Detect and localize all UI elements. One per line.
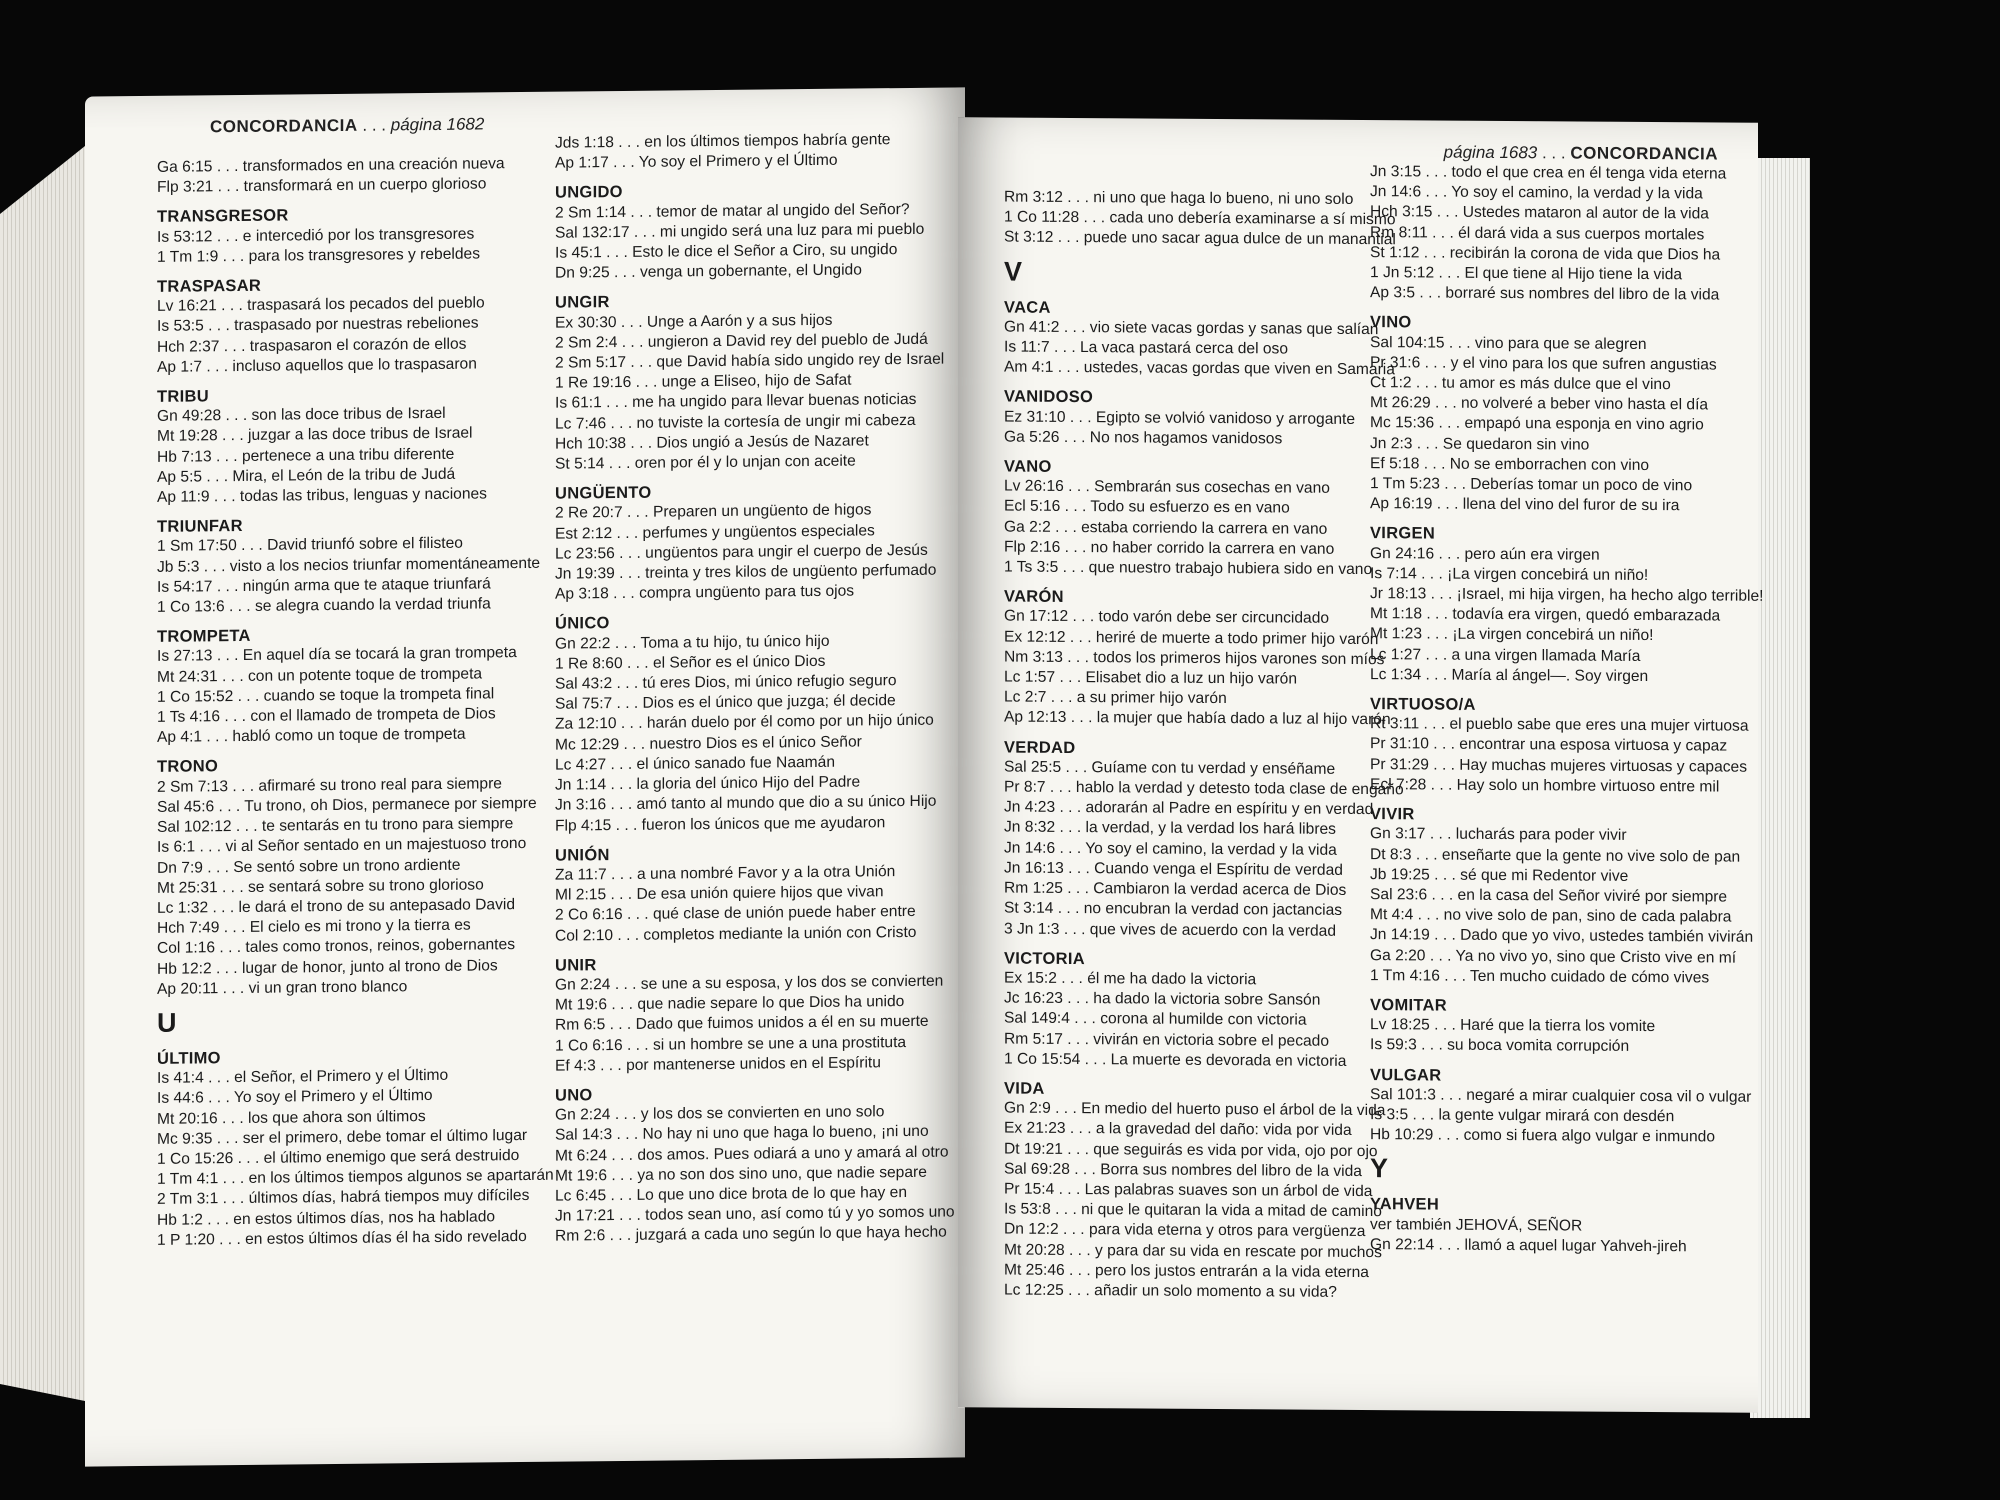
headword: TROMPETA bbox=[157, 627, 251, 647]
section-letter: Y bbox=[1370, 1153, 1389, 1184]
concordance-entry: Is 11:7 . . . La vaca pastará cerca del oso bbox=[1004, 338, 1289, 358]
concordance-entry: Jn 14:6 . . . Yo soy el camino, la verdad y la vida bbox=[1004, 839, 1337, 859]
concordance-entry: Mt 19:6 . . . que nadie separe lo que Dios ha unido bbox=[555, 993, 905, 1014]
concordance-entry: St 5:14 . . . oren por él y lo unjan con aceite bbox=[555, 452, 856, 473]
concordance-entry: Flp 2:16 . . . no haber corrido la carrera en vano bbox=[1004, 538, 1335, 558]
concordance-entry: Hb 12:2 . . . lugar de honor, junto al trono de Dios bbox=[157, 956, 498, 978]
headword: TRONO bbox=[157, 757, 219, 777]
headword: UNGÜENTO bbox=[555, 483, 652, 503]
concordance-entry: Ap 11:9 . . . todas las tribus, lenguas y naciones bbox=[157, 485, 487, 506]
concordance-entry: 1 Tm 4:1 . . . en los últimos tiempos algunos se apartarán bbox=[157, 1166, 554, 1188]
concordance-entry: Is 6:1 . . . vi al Señor sentado en un majestuoso trono bbox=[157, 835, 527, 857]
concordance-entry: Sal 104:15 . . . vino para que se alegren bbox=[1370, 333, 1647, 353]
concordance-entry: Sal 149:4 . . . corona al humilde con victoria bbox=[1004, 1009, 1307, 1029]
concordance-entry: Ga 5:26 . . . No nos hagamos vanidosos bbox=[1004, 428, 1283, 448]
concordance-entry: Mt 19:28 . . . juzgar a las doce tribus de Israel bbox=[157, 424, 473, 446]
headword: UNGIDO bbox=[555, 183, 623, 203]
concordance-entry: Sal 102:12 . . . te sentarás en tu trono para siempre bbox=[157, 815, 514, 836]
concordance-entry: 2 Sm 1:14 . . . temor de matar al ungido del Señor? bbox=[555, 200, 910, 222]
headword: VIVIR bbox=[1370, 805, 1415, 824]
concordance-entry: Dt 19:21 . . . que seguirás es vida por vida, ojo por ojo bbox=[1004, 1140, 1378, 1160]
concordance-entry: Za 12:10 . . . harán duelo por él como por un hijo único bbox=[555, 712, 934, 734]
concordance-entry: Am 4:1 . . . ustedes, vacas gordas que viven en Samaria bbox=[1004, 358, 1395, 379]
concordance-entry: Ez 31:10 . . . Egipto se volvió vanidoso y arrogante bbox=[1004, 408, 1356, 428]
concordance-entry: St 3:12 . . . puede uno sacar agua dulce de un manantial bbox=[1004, 228, 1396, 249]
concordance-entry: Mc 15:36 . . . empapó una esponja en vino agrio bbox=[1370, 414, 1704, 434]
concordance-entry: Ga 6:15 . . . transformados en una creación nueva bbox=[157, 155, 505, 176]
header-separator: . . . bbox=[357, 115, 391, 135]
headword: VIDA bbox=[1004, 1079, 1045, 1098]
concordance-entry: Pr 15:4 . . . Las palabras suaves son un árbol de vida bbox=[1004, 1180, 1373, 1201]
concordance-entry: Gn 49:28 . . . son las doce tribus de Israel bbox=[157, 405, 446, 426]
concordance-entry: Ecl 7:28 . . . Hay solo un hombre virtuoso entre mil bbox=[1370, 775, 1720, 796]
concordance-entry: 1 Sm 17:50 . . . David triunfó sobre el filisteo bbox=[157, 535, 463, 556]
headword: UNIR bbox=[555, 955, 597, 975]
concordance-entry: Mc 9:35 . . . ser el primero, debe tomar el último lugar bbox=[157, 1126, 528, 1148]
concordance-entry: Rm 5:17 . . . vivirán en victoria sobre el pecado bbox=[1004, 1030, 1330, 1050]
concordance-entry: Gn 41:2 . . . vio siete vacas gordas y sanas que salían bbox=[1004, 318, 1379, 338]
headword: TRIBU bbox=[157, 387, 209, 406]
concordance-entry: 2 Co 6:16 . . . qué clase de unión puede haber entre bbox=[555, 903, 916, 924]
headword: VIRGEN bbox=[1370, 524, 1436, 543]
concordance-entry: Rm 1:25 . . . Cambiaron la verdad acerca de Dios bbox=[1004, 879, 1347, 900]
concordance-entry: Is 54:17 . . . ningún arma que te ataque triunfará bbox=[157, 575, 491, 596]
concordance-entry: Hb 7:13 . . . pertenece a una tribu diferente bbox=[157, 445, 455, 466]
concordance-entry: 1 Jn 5:12 . . . El que tiene al Hijo tiene la vida bbox=[1370, 264, 1683, 284]
concordance-entry: Is 44:6 . . . Yo soy el Primero y el Último bbox=[157, 1087, 433, 1108]
concordance-entry: Ga 2:2 . . . estaba corriendo la carrera en vano bbox=[1004, 518, 1328, 538]
concordance-entry: Ap 1:7 . . . incluso aquellos que lo traspasaron bbox=[157, 355, 477, 376]
concordance-entry: Lc 7:46 . . . no tuviste la cortesía de ungir mi cabeza bbox=[555, 411, 916, 433]
left-page bbox=[85, 87, 965, 1466]
headword: VICTORIA bbox=[1004, 949, 1085, 968]
concordance-entry: Mt 1:18 . . . todavía era virgen, quedó embarazada bbox=[1370, 605, 1721, 625]
concordance-entry: Is 27:13 . . . En aquel día se tocará la gran trompeta bbox=[157, 644, 517, 666]
headword: UNIÓN bbox=[555, 845, 610, 865]
concordance-entry: Jds 1:18 . . . en los últimos tiempos habría gente bbox=[555, 131, 891, 152]
concordance-entry: Dn 9:25 . . . venga un gobernante, el Ungido bbox=[555, 261, 862, 282]
concordance-entry: Gn 22:14 . . . llamó a aquel lugar Yahveh-jireh bbox=[1370, 1235, 1687, 1256]
concordance-entry: Ap 20:11 . . . vi un gran trono blanco bbox=[157, 977, 408, 998]
concordance-entry: Jn 1:14 . . . la gloria del único Hijo del Padre bbox=[555, 773, 861, 794]
concordance-entry: 1 Co 15:52 . . . cuando se toque la trompeta final bbox=[157, 685, 495, 706]
concordance-entry: Lc 1:34 . . . María al ángel—. Soy virgen bbox=[1370, 665, 1649, 685]
concordance-entry: Rm 3:12 . . . ni uno que haga lo bueno, ni uno solo bbox=[1004, 188, 1354, 208]
concordance-entry: Sal 69:28 . . . Borra sus nombres del libro de la vida bbox=[1004, 1160, 1362, 1180]
concordance-entry: Rt 3:11 . . . el pueblo sabe que eres una mujer virtuosa bbox=[1370, 715, 1749, 736]
headword: ÚLTIMO bbox=[157, 1049, 221, 1068]
concordance-entry: Gn 24:16 . . . pero aún era virgen bbox=[1370, 544, 1600, 564]
concordance-entry: Za 11:7 . . . a una nombré Favor y a la otra Unión bbox=[555, 863, 896, 884]
concordance-entry: St 1:12 . . . recibirán la corona de vida que Dios ha bbox=[1370, 243, 1721, 264]
concordance-entry: Hch 10:38 . . . Dios ungió a Jesús de Nazaret bbox=[555, 432, 869, 453]
concordance-entry: 1 Co 15:54 . . . La muerte es devorada en victoria bbox=[1004, 1050, 1347, 1070]
concordance-entry: Hb 1:2 . . . en estos últimos días, nos ha hablado bbox=[157, 1207, 496, 1229]
concordance-entry: 3 Jn 1:3 . . . que vives de acuerdo con la verdad bbox=[1004, 920, 1337, 940]
concordance-entry: Ap 4:1 . . . habló como un toque de trompeta bbox=[157, 725, 466, 747]
concordance-entry: Gn 2:9 . . . En medio del huerto puso el árbol de la vida bbox=[1004, 1099, 1386, 1120]
concordance-entry: Ex 30:30 . . . Unge a Aarón y a sus hijos bbox=[555, 311, 833, 332]
column-left-2 bbox=[555, 129, 955, 1247]
concordance-entry: Is 3:5 . . . la gente vulgar mirará con desdén bbox=[1370, 1106, 1675, 1126]
header-title: CONCORDANCIA bbox=[210, 115, 358, 137]
concordance-entry: Mt 6:24 . . . dos amos. Pues odiará a uno y amará al otro bbox=[555, 1143, 949, 1165]
concordance-entry: Lc 6:45 . . . Lo que uno dice brota de lo que hay en bbox=[555, 1183, 907, 1205]
concordance-entry: Pr 31:6 . . . y el vino para los que sufren angustias bbox=[1370, 353, 1717, 374]
concordance-entry: Lc 2:7 . . . a su primer hijo varón bbox=[1004, 688, 1227, 708]
concordance-entry: Jn 14:6 . . . Yo soy el camino, la verdad y la vida bbox=[1370, 183, 1703, 203]
concordance-entry: Is 53:5 . . . traspasado por nuestras rebeliones bbox=[157, 314, 479, 336]
headword: VULGAR bbox=[1370, 1065, 1442, 1085]
concordance-entry: Flp 4:15 . . . fueron los únicos que me ayudaron bbox=[555, 813, 886, 835]
concordance-entry: Ef 4:3 . . . por mantenerse unidos en el Espíritu bbox=[555, 1054, 881, 1075]
concordance-entry: St 3:14 . . . no encubran la verdad con jactancias bbox=[1004, 899, 1343, 920]
concordance-entry: Col 1:16 . . . tales como tronos, reinos, gobernantes bbox=[157, 936, 515, 958]
headword: TRIUNFAR bbox=[157, 517, 243, 537]
concordance-entry: Flp 3:21 . . . transformará en un cuerpo glorioso bbox=[157, 175, 487, 197]
column-left-1 bbox=[157, 154, 554, 1251]
headword: VERDAD bbox=[1004, 738, 1076, 757]
concordance-entry: Rm 8:11 . . . él dará vida a sus cuerpos mortales bbox=[1370, 223, 1705, 244]
concordance-entry: Jn 3:15 . . . todo el que crea en él tenga vida eterna bbox=[1370, 163, 1727, 183]
concordance-entry: Is 41:4 . . . el Señor, el Primero y el Último bbox=[157, 1066, 449, 1087]
concordance-entry: Sal 23:6 . . . en la casa del Señor viviré por siempre bbox=[1370, 885, 1728, 906]
concordance-entry: 1 Re 8:60 . . . el Señor es el único Dios bbox=[555, 652, 826, 673]
concordance-entry: Jc 16:23 . . . ha dado la victoria sobre Sansón bbox=[1004, 989, 1321, 1009]
concordance-entry: Pr 31:29 . . . Hay muchas mujeres virtuosas y capaces bbox=[1370, 755, 1748, 776]
concordance-entry: Sal 45:6 . . . Tu trono, oh Dios, permanece por siempre bbox=[157, 794, 537, 816]
concordance-entry: Lc 4:27 . . . el único sanado fue Naamán bbox=[555, 753, 836, 774]
concordance-entry: Lc 23:56 . . . ungüentos para ungir el cuerpo de Jesús bbox=[555, 541, 928, 563]
concordance-entry: Mt 20:28 . . . y para dar su vida en rescate por muchos bbox=[1004, 1241, 1382, 1261]
concordance-entry: Sal 75:7 . . . Dios es el único que juzga; él decide bbox=[555, 692, 896, 713]
concordance-entry: Est 2:12 . . . perfumes y ungüentos especiales bbox=[555, 521, 875, 543]
concordance-entry: Gn 22:2 . . . Toma a tu hijo, tu único hijo bbox=[555, 632, 830, 653]
concordance-entry: Jn 2:3 . . . Se quedaron sin vino bbox=[1370, 434, 1590, 454]
concordance-entry: Gn 17:12 . . . todo varón debe ser circuncidado bbox=[1004, 607, 1330, 628]
concordance-entry: Ap 16:19 . . . llena del vino del furor de su ira bbox=[1370, 495, 1680, 515]
concordance-entry: Hch 3:15 . . . Ustedes mataron al autor de la vida bbox=[1370, 203, 1709, 223]
column-right-2 bbox=[1370, 162, 1764, 1257]
concordance-entry: 1 Co 15:26 . . . el último enemigo que será destruido bbox=[157, 1146, 520, 1168]
concordance-entry: Sal 43:2 . . . tú eres Dios, mi único refugio seguro bbox=[555, 672, 897, 693]
concordance-entry: Lv 18:25 . . . Haré que la tierra los vomite bbox=[1370, 1016, 1656, 1036]
concordance-entry: 1 Tm 5:23 . . . Deberías tomar un poco de vino bbox=[1370, 475, 1693, 495]
concordance-entry: Ap 5:5 . . . Mira, el León de la tribu de Judá bbox=[157, 465, 456, 486]
concordance-entry: Sal 14:3 . . . No hay ni uno que haga lo bueno, ¡ni uno bbox=[555, 1123, 929, 1145]
concordance-entry: Mt 25:31 . . . se sentará sobre su trono glorioso bbox=[157, 876, 484, 897]
concordance-entry: 1 Tm 1:9 . . . para los transgresores y rebeldes bbox=[157, 245, 480, 266]
concordance-entry: Sal 101:3 . . . negaré a mirar cualquier cosa vil o vulgar bbox=[1370, 1085, 1752, 1106]
headword: VARÓN bbox=[1004, 587, 1064, 607]
concordance-entry: 2 Tm 3:1 . . . últimos días, habrá tiempos muy difíciles bbox=[157, 1187, 530, 1209]
concordance-entry: 1 Ts 4:16 . . . con el llamado de trompeta de Dios bbox=[157, 705, 496, 726]
concordance-entry: Is 7:14 . . . ¡La virgen concebirá un niño! bbox=[1370, 564, 1649, 584]
concordance-entry: Dt 8:3 . . . enseñarte que la gente no vive solo de pan bbox=[1370, 845, 1741, 866]
concordance-entry: Ex 15:2 . . . él me ha dado la victoria bbox=[1004, 969, 1257, 989]
concordance-entry: Rm 6:5 . . . Dado que fuimos unidos a él en su muerte bbox=[555, 1013, 929, 1035]
headword: VIRTUOSO/A bbox=[1370, 695, 1476, 714]
concordance-entry: Ex 12:12 . . . heriré de muerte a todo primer hijo varón bbox=[1004, 628, 1379, 648]
concordance-entry: Lc 12:25 . . . añadir un solo momento a su vida? bbox=[1004, 1281, 1337, 1301]
concordance-entry: Ap 3:18 . . . compra ungüento para tus ojos bbox=[555, 582, 855, 603]
headword: TRANSGRESOR bbox=[157, 206, 289, 227]
concordance-entry: Gn 3:17 . . . lucharás para poder vivir bbox=[1370, 825, 1627, 845]
concordance-entry: Gn 2:24 . . . se une a su esposa, y los dos se convierten bbox=[555, 972, 944, 994]
concordance-entry: Ct 1:2 . . . tu amor es más dulce que el vino bbox=[1370, 374, 1671, 394]
headword: VACA bbox=[1004, 298, 1051, 317]
concordance-entry: Pr 8:7 . . . hablo la verdad y detesto toda clase de engaño bbox=[1004, 778, 1404, 799]
concordance-entry: 1 Re 19:16 . . . unge a Eliseo, hijo de Safat bbox=[555, 371, 852, 392]
concordance-entry: Jn 4:23 . . . adorarán al Padre en espíritu y en verdad bbox=[1004, 798, 1374, 819]
concordance-entry: Jn 3:16 . . . amó tanto al mundo que dio a su único Hijo bbox=[555, 792, 937, 814]
running-header-right bbox=[1444, 143, 1718, 165]
concordance-entry: 1 Co 6:16 . . . si un hombre se une a una prostituta bbox=[555, 1033, 907, 1055]
concordance-entry: Ap 1:17 . . . Yo soy el Primero y el Último bbox=[555, 151, 838, 172]
concordance-entry: Rm 2:6 . . . juzgará a cada uno según lo que haya hecho bbox=[555, 1223, 947, 1246]
concordance-entry: Jn 19:39 . . . treinta y tres kilos de ungüento perfumado bbox=[555, 561, 937, 583]
concordance-entry: Hch 7:49 . . . El cielo es mi trono y la tierra es bbox=[157, 916, 471, 937]
concordance-entry: Hch 2:37 . . . traspasaron el corazón de ellos bbox=[157, 335, 467, 356]
concordance-entry: Jn 16:13 . . . Cuando venga el Espíritu de verdad bbox=[1004, 859, 1343, 879]
concordance-entry: Ecl 5:16 . . . Todo su esfuerzo es en vano bbox=[1004, 497, 1290, 517]
concordance-entry: Ef 5:18 . . . No se emborrachen con vino bbox=[1370, 454, 1650, 474]
concordance-entry: Mt 1:23 . . . ¡La virgen concebirá un niño! bbox=[1370, 625, 1654, 645]
headword: VANO bbox=[1004, 457, 1052, 476]
headword: YAHVEH bbox=[1370, 1195, 1440, 1214]
section-letter: V bbox=[1004, 256, 1023, 287]
right-page bbox=[958, 117, 1764, 1413]
concordance-entry: 1 Tm 4:16 . . . Ten mucho cuidado de cómo vives bbox=[1370, 966, 1710, 987]
concordance-entry: Is 53:8 . . . ni que le quitaran la vida a mitad de camino bbox=[1004, 1200, 1382, 1221]
concordance-entry: Dn 7:9 . . . Se sentó sobre un trono ardiente bbox=[157, 856, 461, 877]
concordance-entry: Sal 132:17 . . . mi ungido será una luz para mi pueblo bbox=[555, 220, 925, 242]
concordance-entry: Jb 19:25 . . . sé que mi Redentor vive bbox=[1370, 865, 1629, 885]
cross-reference: ver también JEHOVÁ, SEÑOR bbox=[1370, 1215, 1583, 1235]
section-letter: U bbox=[157, 1007, 177, 1038]
concordance-entry: Is 61:1 . . . me ha ungido para llevar buenas noticias bbox=[555, 391, 917, 413]
running-header-left bbox=[210, 114, 484, 137]
concordance-entry: 1 Co 13:6 . . . se alegra cuando la verdad triunfa bbox=[157, 595, 491, 616]
concordance-entry: Lv 16:21 . . . traspasará los pecados del pueblo bbox=[157, 294, 485, 316]
concordance-entry: Jn 14:19 . . . Dado que yo vivo, ustedes también vivirán bbox=[1370, 926, 1754, 947]
page-number: página 1683 bbox=[1443, 142, 1538, 163]
concordance-entry: Is 53:12 . . . e intercedió por los transgresores bbox=[157, 225, 475, 246]
concordance-entry: Is 59:3 . . . su boca vomita corrupción bbox=[1370, 1036, 1630, 1056]
concordance-entry: 1 P 1:20 . . . en estos últimos días él ha sido revelado bbox=[157, 1227, 527, 1249]
concordance-entry: Ml 2:15 . . . De esa unión quiere hijos que vivan bbox=[555, 883, 884, 904]
concordance-entry: Lc 1:27 . . . a una virgen llamada María bbox=[1370, 645, 1641, 665]
concordance-entry: Jr 18:13 . . . ¡Israel, mi hija virgen, ha hecho algo terrible! bbox=[1370, 585, 1764, 605]
concordance-entry: Jb 5:3 . . . visto a los necios triunfar momentáneamente bbox=[157, 554, 541, 576]
concordance-entry: Ap 12:13 . . . la mujer que había dado a luz al hijo varón bbox=[1004, 708, 1391, 729]
concordance-entry: Mt 20:16 . . . los que ahora son últimos bbox=[157, 1107, 426, 1128]
concordance-entry: 2 Re 20:7 . . . Preparen un ungüento de higos bbox=[555, 501, 872, 523]
concordance-entry: Gn 2:24 . . . y los dos se convierten en uno solo bbox=[555, 1103, 885, 1124]
page-number: página 1682 bbox=[390, 114, 485, 135]
concordance-entry: 1 Co 11:28 . . . cada uno debería examinarse a sí mismo bbox=[1004, 208, 1396, 229]
concordance-entry: Sal 25:5 . . . Guíame con tu verdad y enséñame bbox=[1004, 758, 1336, 778]
page-edges-right bbox=[1750, 158, 1810, 1418]
headword: VOMITAR bbox=[1370, 996, 1447, 1015]
concordance-entry: Mt 26:29 . . . no volveré a beber vino hasta el día bbox=[1370, 394, 1709, 414]
concordance-entry: 2 Sm 2:4 . . . ungieron a David rey del pueblo de Judá bbox=[555, 330, 928, 352]
headword: UNO bbox=[555, 1086, 593, 1105]
concordance-entry: Mt 24:31 . . . con un potente toque de trompeta bbox=[157, 665, 483, 686]
concordance-entry: 2 Sm 5:17 . . . que David había sido ungido rey de Israel bbox=[555, 350, 945, 372]
concordance-entry: Ex 21:23 . . . a la gravedad del daño: vida por vida bbox=[1004, 1119, 1352, 1140]
concordance-entry: 2 Sm 7:13 . . . afirmaré su trono real para siempre bbox=[157, 774, 502, 796]
concordance-entry: Mt 25:46 . . . pero los justos entrarán a la vida eterna bbox=[1004, 1261, 1369, 1281]
headword: ÚNICO bbox=[555, 614, 610, 634]
concordance-entry: Mc 12:29 . . . nuestro Dios es el único Señor bbox=[555, 733, 862, 754]
concordance-entry: Ga 2:20 . . . Ya no vivo yo, sino que Cristo vive en mí bbox=[1370, 946, 1737, 967]
concordance-entry: Pr 31:10 . . . encontrar una esposa virtuosa y capaz bbox=[1370, 735, 1728, 756]
header-title: CONCORDANCIA bbox=[1570, 143, 1718, 164]
concordance-entry: Dn 12:2 . . . para vida eterna y otros para vergüenza bbox=[1004, 1220, 1366, 1241]
headword: UNGIR bbox=[555, 293, 610, 313]
concordance-entry: Lv 26:16 . . . Sembrarán sus cosechas en vano bbox=[1004, 477, 1330, 498]
concordance-entry: Mt 19:6 . . . ya no son dos sino uno, que nadie separe bbox=[555, 1163, 927, 1185]
concordance-entry: Mt 4:4 . . . no vive solo de pan, sino de cada palabra bbox=[1370, 906, 1732, 926]
concordance-entry: Is 45:1 . . . Esto le dice el Señor a Ciro, su ungido bbox=[555, 241, 898, 262]
headword: TRASPASAR bbox=[157, 276, 262, 296]
concordance-entry: Jn 8:32 . . . la verdad, y la verdad los hará libres bbox=[1004, 819, 1336, 839]
concordance-entry: Lc 1:57 . . . Elisabet dio a luz un hijo varón bbox=[1004, 668, 1297, 688]
concordance-entry: Col 2:10 . . . completos mediante la unión con Cristo bbox=[555, 923, 917, 945]
concordance-entry: Lc 1:32 . . . le dará el trono de su antepasado David bbox=[157, 896, 516, 917]
concordance-entry: Ap 3:5 . . . borraré sus nombres del libro de la vida bbox=[1370, 284, 1720, 304]
header-separator: . . . bbox=[1537, 143, 1571, 163]
concordance-entry: 1 Ts 3:5 . . . que nuestro trabajo hubiera sido en vano bbox=[1004, 558, 1373, 579]
concordance-entry: Jn 17:21 . . . todos sean uno, así como tú y yo somos uno bbox=[555, 1203, 955, 1225]
concordance-entry: Nm 3:13 . . . todos los primeros hijos varones son míos bbox=[1004, 648, 1385, 669]
headword: VINO bbox=[1370, 313, 1412, 332]
concordance-entry: Hb 10:29 . . . como si fuera algo vulgar e inmundo bbox=[1370, 1126, 1715, 1146]
headword: VANIDOSO bbox=[1004, 387, 1094, 407]
